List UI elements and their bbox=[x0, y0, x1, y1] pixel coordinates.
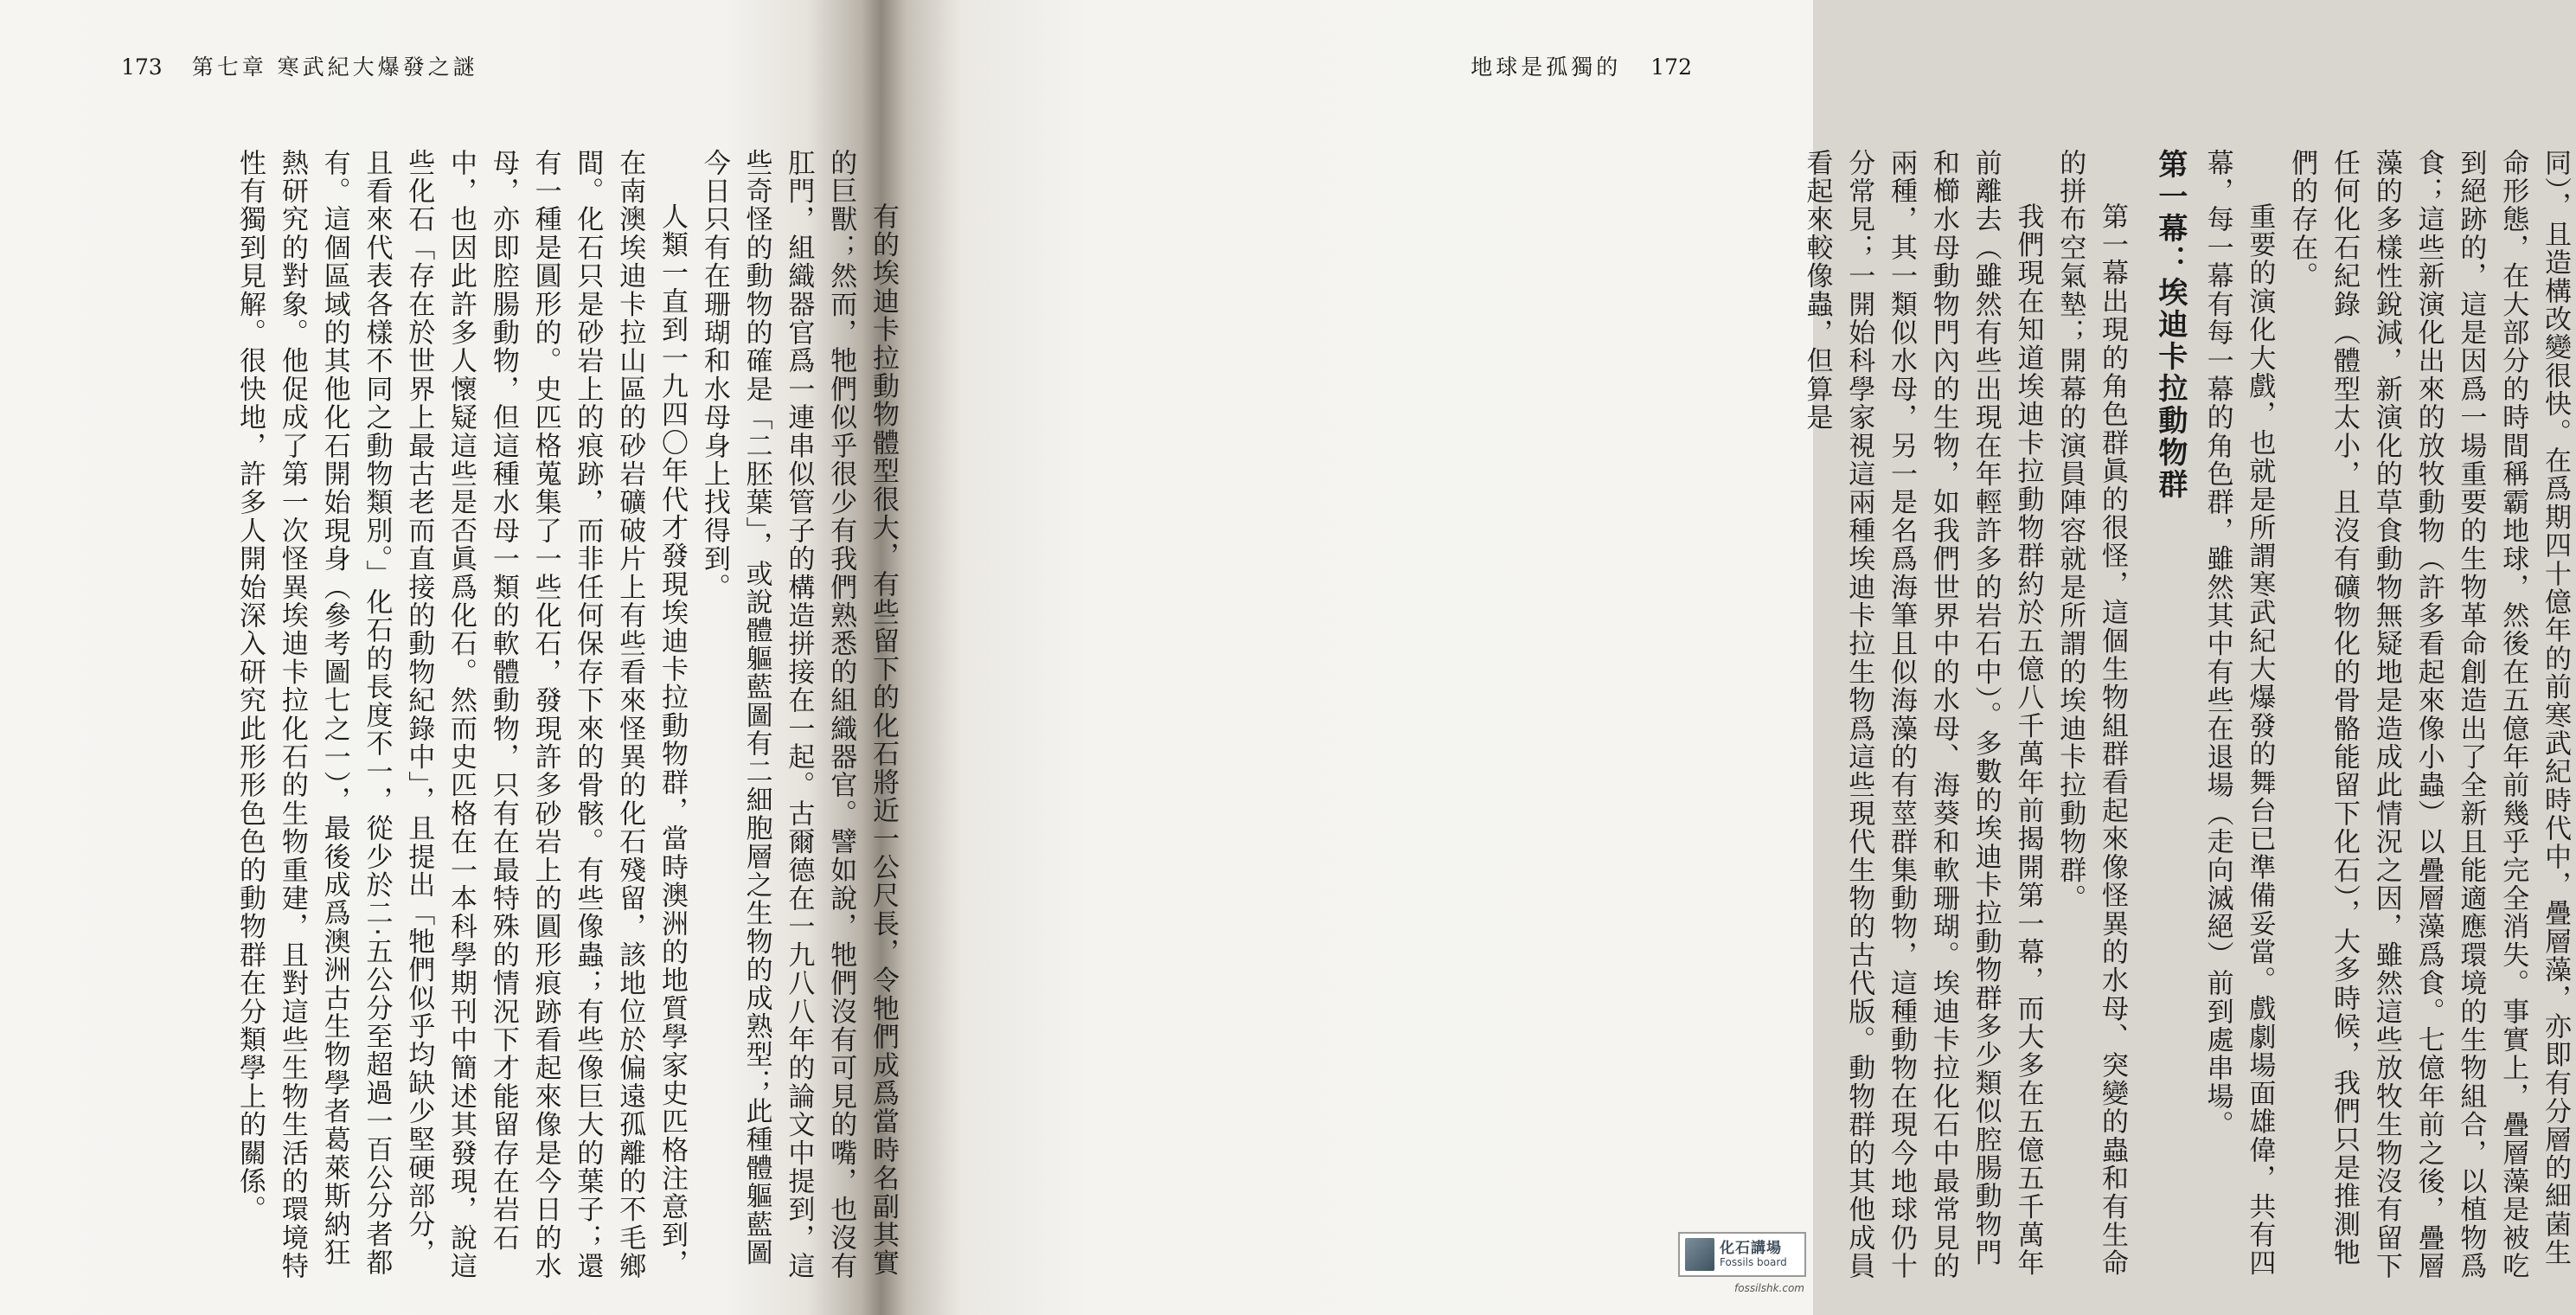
left-paragraph-1: 有的埃迪卡拉動物體型很大，有些留下的化石將近一公尺長，令牠們成爲當時名副其實的巨獸；然而，牠們似乎很少有我們熟悉的組織器官。譬如說，牠們沒有可見的嘴，也沒有肛門，組織器官爲一連串似管子的構造拼接在一起。古爾德在一九八八年的論文中提到，這些奇怪的動物的確是「二胚葉」，或說體軀藍圖有二細胞層之生物的成熟型；此種體軀藍圖今日只有在珊瑚和水母身上找得到。 bbox=[698, 149, 899, 1280]
watermark-logo bbox=[1678, 1232, 1806, 1299]
right-paragraph-3: 第一幕出現的角色群眞的很怪，這個生物組群看起來像怪異的水母、突變的蟲和有生命的拼布空氣墊；開幕的演員陣容就是所謂的埃迪卡拉動物群。 bbox=[2054, 149, 2129, 1278]
left-page-body bbox=[91, 149, 904, 1284]
right-page-number: 172 bbox=[1650, 55, 1692, 80]
watermark-name-en: Fossils board bbox=[1720, 1255, 1787, 1268]
right-paragraph-2: 重要的演化大戲，也就是所謂寒武紀大爆發的舞台已準備妥當。戲劇場面雄偉，共有四幕，每一幕有每一幕的角色群，雖然其中有些在退場（走向滅絕）前到處串場。 bbox=[2201, 149, 2276, 1278]
right-page bbox=[874, 0, 2571, 1315]
fossil-logo-icon bbox=[1685, 1238, 1714, 1271]
left-paragraph-2: 人類一直到一九四〇年代才發現埃迪卡拉動物群，當時澳洲的地質學家史匹格注意到，在南澳埃迪卡拉山區的砂岩礦破片上有些看來怪異的化石殘留，該地位於偏遠孤離的不毛鄉間。化石只是砂岩上的痕跡，而非任何保存下來的骨骸。有些像蟲；有些像巨大的葉子；還有一種是圓形的。史匹格蒐集了一些化石，發現許多砂岩上的圓形痕跡看起來像是今日的水母，亦即腔腸動物，但這種水母一類的軟體動物，只有在最特殊的情況下才能留存在岩石中，也因此許多人懷疑這些是否眞爲化石。然而史匹格在一本科學期刊中簡述其發現，說這些化石「存在於世界上最古老而直接的動物紀錄中」，且提出「牠們似乎均缺少堅硬部分，且看來代表各樣不同之動物類別。」化石的長度不一，從少於二‧五公分至超過一百公分者都有。這個區域的其他化石開始現身（參考圖七之一），最後成爲澳洲古生物學者葛萊斯納狂熱研究的對象。他促成了第一次怪異埃迪卡拉化石的生物重建，且對這些生物生活的環境特性有獨到見解。很快地，許多人開始深入研究此形形色色的動物群在分類學上的關係。 bbox=[234, 149, 689, 1280]
left-page bbox=[0, 0, 899, 1315]
watermark-url: fossilshk.com bbox=[1734, 1282, 1804, 1294]
watermark-badge bbox=[1678, 1232, 1806, 1277]
right-page-body bbox=[1801, 149, 2576, 1282]
section-heading: 第一幕：埃迪卡拉動物群 bbox=[2152, 149, 2188, 501]
right-paragraph-1: 同），且造構改變很快。在爲期四十億年的前寒武紀時代中，疊層藻，亦即有分層的細菌生命形態，在大部分的時間稱霸地球，然後在五億年前幾乎完全消失。事實上，疊層藻是被吃到絕跡的，這是因爲一場重要的生物革命創造出了全新且能適應環境的生物組合，以植物爲食；這些新演化出來的放牧動物（許多看起來像小蟲）以疊層藻爲食。七億年前之後，疊層藻的多樣性銳減，新演化的草食動物無疑地是造成此情況之因，雖然這些放牧生物沒有留下任何化石紀錄（體型太小，且沒有礦物化的骨骼能留下化石），大多時候，我們只是推測牠們的存在。 bbox=[2286, 149, 2571, 1280]
right-book-title: 地球是孤獨的 bbox=[1471, 55, 1622, 80]
left-page-header bbox=[121, 50, 478, 81]
watermark-name-cn: 化石講場 bbox=[1720, 1239, 1782, 1257]
right-paragraph-4: 我們現在知道埃迪卡拉動物群約於五億八千萬年前揭開第一幕，而大多在五億五千萬年前離去（雖然有些出現在年輕許多的岩石中）。多數的埃迪卡拉動物群多少類似腔腸動物門和櫛水母動物門內的生物，如我們世界中的水母、海葵和軟珊瑚。埃迪卡拉化石中最常見的兩種，其一類似水母，另一是名爲海筆且似海藻的有莖群集動物，這種動物在現今地球仍十分常見；一開始科學家視這兩種埃迪卡拉生物爲這些現代生物的古代版。動物群的其他成員看起來較像蟲，但算是 bbox=[1801, 149, 2044, 1280]
right-page-header bbox=[1471, 50, 1692, 81]
left-page-number: 173 bbox=[121, 55, 163, 80]
left-chapter-title: 第七章 寒武紀大爆發之謎 bbox=[191, 55, 478, 80]
